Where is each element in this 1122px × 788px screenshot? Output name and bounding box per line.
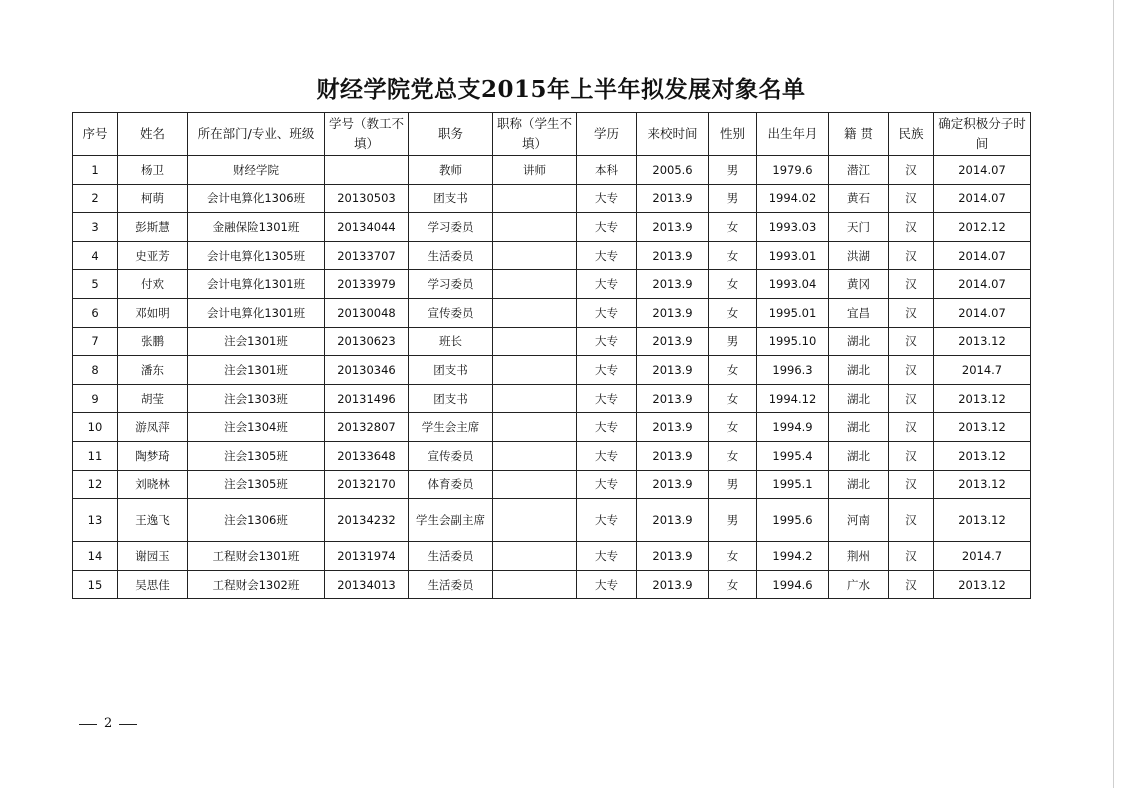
cell-gender: 女 bbox=[709, 441, 757, 470]
table-row bbox=[73, 413, 1031, 442]
cell-student-id: 20132807 bbox=[325, 413, 409, 442]
cell-birth-date: 1993.03 bbox=[757, 213, 829, 242]
cell-education: 大专 bbox=[577, 356, 637, 385]
cell-name: 付欢 bbox=[118, 270, 188, 299]
cell-activist-date: 2014.07 bbox=[934, 270, 1031, 299]
cell-activist-date: 2013.12 bbox=[934, 384, 1031, 413]
cell-arrival-date: 2005.6 bbox=[637, 156, 709, 185]
cell-birth-date: 1995.01 bbox=[757, 298, 829, 327]
cell-position: 宣传委员 bbox=[409, 441, 493, 470]
cell-title bbox=[493, 327, 577, 356]
cell-native-place: 天门 bbox=[829, 213, 889, 242]
column-header-title: 职称（学生不填） bbox=[493, 113, 577, 156]
cell-index: 2 bbox=[73, 184, 118, 213]
cell-position: 团支书 bbox=[409, 384, 493, 413]
cell-gender: 女 bbox=[709, 298, 757, 327]
cell-position: 教师 bbox=[409, 156, 493, 185]
cell-name: 刘晓林 bbox=[118, 470, 188, 499]
cell-index: 3 bbox=[73, 213, 118, 242]
cell-birth-date: 1993.04 bbox=[757, 270, 829, 299]
cell-name: 胡莹 bbox=[118, 384, 188, 413]
cell-title bbox=[493, 413, 577, 442]
page-number-dash-left bbox=[79, 724, 97, 725]
cell-arrival-date: 2013.9 bbox=[637, 184, 709, 213]
cell-native-place: 黄冈 bbox=[829, 270, 889, 299]
cell-arrival-date: 2013.9 bbox=[637, 499, 709, 542]
cell-ethnicity: 汉 bbox=[889, 241, 934, 270]
cell-name: 柯萌 bbox=[118, 184, 188, 213]
table-row bbox=[73, 213, 1031, 242]
cell-education: 大专 bbox=[577, 384, 637, 413]
cell-department: 工程财会1302班 bbox=[188, 570, 325, 599]
cell-ethnicity: 汉 bbox=[889, 270, 934, 299]
cell-education: 大专 bbox=[577, 270, 637, 299]
cell-index: 9 bbox=[73, 384, 118, 413]
cell-index: 7 bbox=[73, 327, 118, 356]
cell-education: 大专 bbox=[577, 413, 637, 442]
cell-title bbox=[493, 241, 577, 270]
cell-name: 潘东 bbox=[118, 356, 188, 385]
table-row bbox=[73, 470, 1031, 499]
cell-birth-date: 1979.6 bbox=[757, 156, 829, 185]
cell-title bbox=[493, 384, 577, 413]
cell-native-place: 宜昌 bbox=[829, 298, 889, 327]
cell-department: 注会1304班 bbox=[188, 413, 325, 442]
cell-native-place: 洪湖 bbox=[829, 241, 889, 270]
cell-arrival-date: 2013.9 bbox=[637, 441, 709, 470]
cell-ethnicity: 汉 bbox=[889, 213, 934, 242]
cell-index: 1 bbox=[73, 156, 118, 185]
cell-department: 注会1301班 bbox=[188, 327, 325, 356]
cell-student-id: 20134044 bbox=[325, 213, 409, 242]
cell-name: 邓如明 bbox=[118, 298, 188, 327]
cell-student-id: 20130346 bbox=[325, 356, 409, 385]
table-row bbox=[73, 384, 1031, 413]
table-row bbox=[73, 241, 1031, 270]
cell-arrival-date: 2013.9 bbox=[637, 542, 709, 571]
cell-ethnicity: 汉 bbox=[889, 356, 934, 385]
column-header-department: 所在部门/专业、班级 bbox=[188, 113, 325, 156]
cell-ethnicity: 汉 bbox=[889, 413, 934, 442]
cell-birth-date: 1994.12 bbox=[757, 384, 829, 413]
cell-arrival-date: 2013.9 bbox=[637, 570, 709, 599]
cell-student-id: 20130503 bbox=[325, 184, 409, 213]
table-body bbox=[73, 156, 1031, 599]
cell-department: 注会1305班 bbox=[188, 441, 325, 470]
cell-title bbox=[493, 470, 577, 499]
cell-index: 14 bbox=[73, 542, 118, 571]
cell-education: 大专 bbox=[577, 499, 637, 542]
cell-activist-date: 2014.07 bbox=[934, 241, 1031, 270]
cell-education: 大专 bbox=[577, 542, 637, 571]
cell-title bbox=[493, 356, 577, 385]
cell-index: 5 bbox=[73, 270, 118, 299]
cell-index: 6 bbox=[73, 298, 118, 327]
cell-activist-date: 2014.7 bbox=[934, 542, 1031, 571]
cell-name: 杨卫 bbox=[118, 156, 188, 185]
cell-name: 张鹏 bbox=[118, 327, 188, 356]
cell-index: 10 bbox=[73, 413, 118, 442]
cell-education: 大专 bbox=[577, 327, 637, 356]
cell-title: 讲师 bbox=[493, 156, 577, 185]
cell-position: 学生会主席 bbox=[409, 413, 493, 442]
cell-gender: 男 bbox=[709, 327, 757, 356]
column-header-ethnicity: 民族 bbox=[889, 113, 934, 156]
cell-position: 学习委员 bbox=[409, 270, 493, 299]
cell-arrival-date: 2013.9 bbox=[637, 356, 709, 385]
cell-student-id: 20133648 bbox=[325, 441, 409, 470]
cell-student-id: 20130623 bbox=[325, 327, 409, 356]
cell-arrival-date: 2013.9 bbox=[637, 384, 709, 413]
table-row bbox=[73, 298, 1031, 327]
table-header-row bbox=[73, 113, 1031, 156]
table-row bbox=[73, 356, 1031, 385]
cell-arrival-date: 2013.9 bbox=[637, 470, 709, 499]
cell-name: 史亚芳 bbox=[118, 241, 188, 270]
cell-gender: 男 bbox=[709, 499, 757, 542]
column-header-gender: 性别 bbox=[709, 113, 757, 156]
cell-birth-date: 1994.6 bbox=[757, 570, 829, 599]
cell-department: 金融保险1301班 bbox=[188, 213, 325, 242]
cell-birth-date: 1996.3 bbox=[757, 356, 829, 385]
cell-index: 13 bbox=[73, 499, 118, 542]
cell-education: 大专 bbox=[577, 213, 637, 242]
column-header-activist-date: 确定积极分子时间 bbox=[934, 113, 1031, 156]
column-header-education: 学历 bbox=[577, 113, 637, 156]
cell-ethnicity: 汉 bbox=[889, 542, 934, 571]
cell-position: 团支书 bbox=[409, 356, 493, 385]
page-edge-line bbox=[1113, 0, 1114, 788]
cell-education: 本科 bbox=[577, 156, 637, 185]
cell-ethnicity: 汉 bbox=[889, 184, 934, 213]
cell-gender: 女 bbox=[709, 213, 757, 242]
cell-department: 注会1305班 bbox=[188, 470, 325, 499]
cell-title bbox=[493, 270, 577, 299]
cell-arrival-date: 2013.9 bbox=[637, 270, 709, 299]
cell-ethnicity: 汉 bbox=[889, 499, 934, 542]
table-row bbox=[73, 184, 1031, 213]
cell-student-id: 20133707 bbox=[325, 241, 409, 270]
cell-birth-date: 1993.01 bbox=[757, 241, 829, 270]
cell-arrival-date: 2013.9 bbox=[637, 213, 709, 242]
column-header-index: 序号 bbox=[73, 113, 118, 156]
cell-student-id: 20133979 bbox=[325, 270, 409, 299]
cell-native-place: 湖北 bbox=[829, 327, 889, 356]
cell-department: 会计电算化1305班 bbox=[188, 241, 325, 270]
cell-gender: 女 bbox=[709, 542, 757, 571]
cell-gender: 女 bbox=[709, 570, 757, 599]
cell-native-place: 河南 bbox=[829, 499, 889, 542]
cell-gender: 女 bbox=[709, 270, 757, 299]
cell-name: 王逸飞 bbox=[118, 499, 188, 542]
candidate-roster-table bbox=[72, 112, 1031, 599]
cell-title bbox=[493, 213, 577, 242]
cell-activist-date: 2013.12 bbox=[934, 499, 1031, 542]
cell-department: 会计电算化1306班 bbox=[188, 184, 325, 213]
cell-gender: 女 bbox=[709, 384, 757, 413]
cell-title bbox=[493, 441, 577, 470]
cell-education: 大专 bbox=[577, 184, 637, 213]
cell-student-id: 20131496 bbox=[325, 384, 409, 413]
cell-activist-date: 2013.12 bbox=[934, 441, 1031, 470]
cell-index: 15 bbox=[73, 570, 118, 599]
cell-title bbox=[493, 570, 577, 599]
cell-arrival-date: 2013.9 bbox=[637, 241, 709, 270]
cell-title bbox=[493, 184, 577, 213]
table-row bbox=[73, 270, 1031, 299]
cell-ethnicity: 汉 bbox=[889, 327, 934, 356]
cell-activist-date: 2013.12 bbox=[934, 413, 1031, 442]
cell-index: 8 bbox=[73, 356, 118, 385]
cell-name: 陶梦琦 bbox=[118, 441, 188, 470]
column-header-student-id: 学号（教工不填） bbox=[325, 113, 409, 156]
cell-gender: 女 bbox=[709, 356, 757, 385]
cell-index: 11 bbox=[73, 441, 118, 470]
cell-gender: 女 bbox=[709, 241, 757, 270]
cell-education: 大专 bbox=[577, 441, 637, 470]
cell-native-place: 潜江 bbox=[829, 156, 889, 185]
table-row bbox=[73, 441, 1031, 470]
cell-native-place: 湖北 bbox=[829, 441, 889, 470]
cell-position: 团支书 bbox=[409, 184, 493, 213]
cell-ethnicity: 汉 bbox=[889, 570, 934, 599]
cell-birth-date: 1995.1 bbox=[757, 470, 829, 499]
page-number-text: 2 bbox=[104, 716, 113, 731]
cell-birth-date: 1994.2 bbox=[757, 542, 829, 571]
cell-native-place: 湖北 bbox=[829, 384, 889, 413]
cell-native-place: 荆州 bbox=[829, 542, 889, 571]
cell-title bbox=[493, 542, 577, 571]
cell-department: 会计电算化1301班 bbox=[188, 270, 325, 299]
cell-native-place: 黄石 bbox=[829, 184, 889, 213]
cell-activist-date: 2013.12 bbox=[934, 570, 1031, 599]
table-row bbox=[73, 499, 1031, 542]
cell-student-id: 20130048 bbox=[325, 298, 409, 327]
cell-activist-date: 2014.07 bbox=[934, 184, 1031, 213]
cell-education: 大专 bbox=[577, 470, 637, 499]
cell-ethnicity: 汉 bbox=[889, 441, 934, 470]
cell-arrival-date: 2013.9 bbox=[637, 298, 709, 327]
cell-gender: 男 bbox=[709, 184, 757, 213]
page-number-dash-right bbox=[119, 724, 137, 725]
cell-ethnicity: 汉 bbox=[889, 384, 934, 413]
cell-gender: 男 bbox=[709, 470, 757, 499]
cell-position: 体育委员 bbox=[409, 470, 493, 499]
cell-title bbox=[493, 499, 577, 542]
cell-department: 注会1303班 bbox=[188, 384, 325, 413]
column-header-birth-date: 出生年月 bbox=[757, 113, 829, 156]
cell-birth-date: 1994.9 bbox=[757, 413, 829, 442]
cell-ethnicity: 汉 bbox=[889, 156, 934, 185]
cell-student-id bbox=[325, 156, 409, 185]
cell-title bbox=[493, 298, 577, 327]
cell-birth-date: 1995.10 bbox=[757, 327, 829, 356]
cell-activist-date: 2012.12 bbox=[934, 213, 1031, 242]
cell-native-place: 湖北 bbox=[829, 356, 889, 385]
cell-birth-date: 1995.6 bbox=[757, 499, 829, 542]
page-number bbox=[72, 714, 144, 734]
column-header-arrival-date: 来校时间 bbox=[637, 113, 709, 156]
cell-name: 谢园玉 bbox=[118, 542, 188, 571]
cell-arrival-date: 2013.9 bbox=[637, 413, 709, 442]
cell-department: 注会1301班 bbox=[188, 356, 325, 385]
cell-gender: 女 bbox=[709, 413, 757, 442]
cell-position: 生活委员 bbox=[409, 542, 493, 571]
cell-native-place: 湖北 bbox=[829, 470, 889, 499]
cell-activist-date: 2014.07 bbox=[934, 156, 1031, 185]
cell-department: 会计电算化1301班 bbox=[188, 298, 325, 327]
cell-department: 工程财会1301班 bbox=[188, 542, 325, 571]
cell-position: 生活委员 bbox=[409, 570, 493, 599]
table-row bbox=[73, 156, 1031, 185]
cell-student-id: 20134013 bbox=[325, 570, 409, 599]
cell-department: 财经学院 bbox=[188, 156, 325, 185]
cell-arrival-date: 2013.9 bbox=[637, 327, 709, 356]
cell-position: 学生会副主席 bbox=[409, 499, 493, 542]
column-header-name: 姓名 bbox=[118, 113, 188, 156]
cell-education: 大专 bbox=[577, 570, 637, 599]
cell-native-place: 湖北 bbox=[829, 413, 889, 442]
cell-activist-date: 2014.7 bbox=[934, 356, 1031, 385]
cell-index: 12 bbox=[73, 470, 118, 499]
table-row bbox=[73, 542, 1031, 571]
cell-student-id: 20131974 bbox=[325, 542, 409, 571]
table-row bbox=[73, 327, 1031, 356]
cell-student-id: 20132170 bbox=[325, 470, 409, 499]
cell-position: 学习委员 bbox=[409, 213, 493, 242]
cell-name: 游凤萍 bbox=[118, 413, 188, 442]
cell-activist-date: 2014.07 bbox=[934, 298, 1031, 327]
cell-index: 4 bbox=[73, 241, 118, 270]
cell-gender: 男 bbox=[709, 156, 757, 185]
cell-position: 生活委员 bbox=[409, 241, 493, 270]
cell-activist-date: 2013.12 bbox=[934, 470, 1031, 499]
cell-birth-date: 1995.4 bbox=[757, 441, 829, 470]
cell-native-place: 广水 bbox=[829, 570, 889, 599]
cell-education: 大专 bbox=[577, 298, 637, 327]
column-header-position: 职务 bbox=[409, 113, 493, 156]
cell-ethnicity: 汉 bbox=[889, 298, 934, 327]
cell-birth-date: 1994.02 bbox=[757, 184, 829, 213]
table-row bbox=[73, 570, 1031, 599]
cell-student-id: 20134232 bbox=[325, 499, 409, 542]
cell-activist-date: 2013.12 bbox=[934, 327, 1031, 356]
cell-education: 大专 bbox=[577, 241, 637, 270]
cell-position: 宣传委员 bbox=[409, 298, 493, 327]
document-title: 财经学院党总支2015年上半年拟发展对象名单 bbox=[316, 76, 806, 103]
cell-department: 注会1306班 bbox=[188, 499, 325, 542]
cell-ethnicity: 汉 bbox=[889, 470, 934, 499]
column-header-native-place: 籍 贯 bbox=[829, 113, 889, 156]
cell-name: 吴思佳 bbox=[118, 570, 188, 599]
cell-name: 彭斯慧 bbox=[118, 213, 188, 242]
cell-position: 班长 bbox=[409, 327, 493, 356]
